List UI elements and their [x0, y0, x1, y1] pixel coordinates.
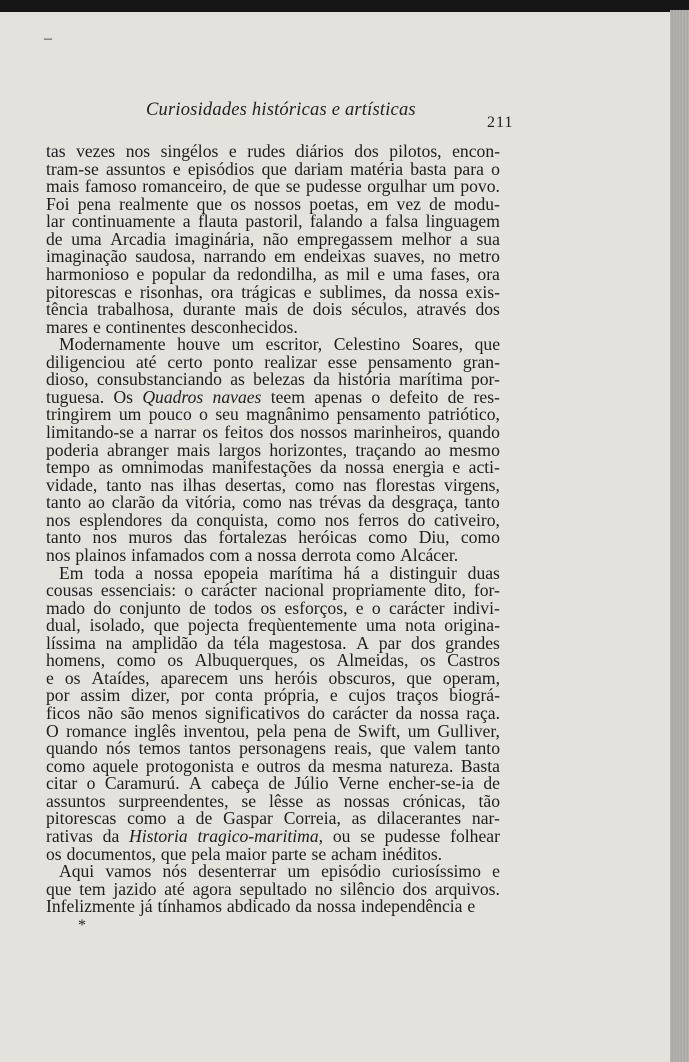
text-line: mais famoso romanceiro, de que se pudesse orgulhar um povo.: [46, 176, 500, 197]
text-line: citar o Caramurú. A cabeça de Júlio Verne encher-se-ia de: [46, 773, 500, 794]
footnote-mark: *: [78, 917, 86, 934]
text-line: tas vezes nos singélos e rudes diários dos pilotos, encon-: [46, 141, 500, 161]
page-number: 211: [487, 114, 514, 131]
running-head: Curiosidades históricas e artísticas: [146, 100, 416, 120]
text-line: imaginação saudosa, narrando em endeixas suaves, no metro: [46, 246, 500, 267]
text-line: dual, isolado, que pojecta freqùentemente uma nota origina-: [46, 615, 500, 636]
text-line: que tem jazido até agora sepultado no silêncio dos arquivos.: [46, 878, 500, 899]
text-line: limitando-se a narrar os feitos dos nossos marinheiros, quando: [46, 422, 500, 442]
text-line: tringirem um pouco o seu magnânimo pensamento patriótico,: [46, 404, 500, 425]
text-line: e os Ataídes, aparecem uns heróis obscuros, que operam,: [46, 667, 500, 688]
text-line: como aquele protogonista e outros da mesma natureza. Basta: [46, 755, 500, 776]
text-line: ficos não são menos significativos do carácter da nossa raça.: [46, 703, 500, 723]
corner-mark: –: [44, 30, 52, 47]
text-line: vidade, tanto nas ilhas desertas, como nas florestas virgens,: [46, 474, 500, 495]
text-line: poderia abranger mais largos horizontes, traçando ao mesmo: [46, 439, 500, 460]
text-line: líssima na amplidão da téla magestosa. A par dos grandes: [46, 632, 500, 653]
text-line: tanto nos muros das fortalezas heróicas como Diu, como: [46, 527, 500, 548]
text-line: de uma Arcadia imaginária, não empregassem melhor a sua: [46, 228, 500, 249]
page-edges: [670, 10, 689, 1062]
text-line: mado do conjunto de todos os esforços, e o carácter indivi-: [46, 597, 500, 618]
text-line: Aqui vamos nós desenterrar um episódio curiosíssimo e: [59, 861, 500, 882]
text-line: tram-se assuntos e episódios que dariam matéria basta para o: [46, 158, 500, 179]
text-line: tência trabalhosa, durante mais de dois séculos, através dos: [46, 299, 500, 320]
text-line: O romance inglês inventou, pela pena de Swift, um Gulliver,: [46, 720, 500, 741]
text-line: por assim dizer, por conta própria, e cujos traços biográ-: [46, 685, 500, 706]
text-line: pitorescas como a de Gaspar Correia, as dilacerantes nar-: [46, 808, 500, 829]
text-line: nos esplendores da conquista, como nos ferros do cativeiro,: [46, 509, 500, 530]
text-line: assuntos surpreendentes, se lêsse as nossas crónicas, tão: [46, 790, 500, 811]
text-line: pitorescas e risonhas, ora trágicas e sublimes, da nossa exis-: [46, 281, 500, 302]
text-line: nos plainos infamados com a nossa derrota como Alcácer.: [46, 544, 459, 565]
text-line: Infelizmente já tínhamos abdicado da nossa independência e: [46, 896, 476, 917]
text-line: Em toda a nossa epopeia marítima há a distinguir duas: [59, 562, 500, 583]
text-line: lar continuamente a flauta pastoril, falando a falsa linguagem: [46, 211, 500, 232]
text-line: os documentos, que pela maior parte se acham inéditos.: [46, 843, 443, 864]
text-line: cousas essenciais: o carácter nacional propriamente dito, for-: [46, 580, 500, 601]
body-text: [46, 143, 500, 916]
book-page: [0, 12, 670, 1062]
text-line: diligenciou até certo ponto realizar esse pensamento gran-: [46, 351, 500, 372]
text-line: Modernamente houve um escritor, Celestino Soares, que: [59, 334, 500, 355]
text-line: tuguesa. Os Quadros navaes teem apenas o defeito de res-: [46, 386, 500, 407]
text-line: harmonioso e popular da redondilha, as mil e uma fases, ora: [46, 263, 500, 284]
text-line: quando nós temos tantos personagens reais, que valem tanto: [46, 738, 500, 759]
text-line: mares e continentes desconhecidos.: [46, 316, 298, 337]
text-line: tempo as omnimodas manifestações da nossa energia e acti-: [46, 457, 500, 478]
text-line: homens, como os Albuquerques, os Almeidas, os Castros: [46, 650, 500, 671]
text-line: Foi pena realmente que os nossos poetas, em vez de modu-: [46, 193, 500, 214]
text-line: rativas da Historia tragico-maritima, ou se pudesse folhear: [46, 825, 500, 846]
text-line: tanto ao clarão da vitória, como nas trévas da desgraça, tanto: [46, 492, 500, 513]
text-line: dioso, consubstanciando as belezas da história marítima por-: [46, 369, 500, 390]
